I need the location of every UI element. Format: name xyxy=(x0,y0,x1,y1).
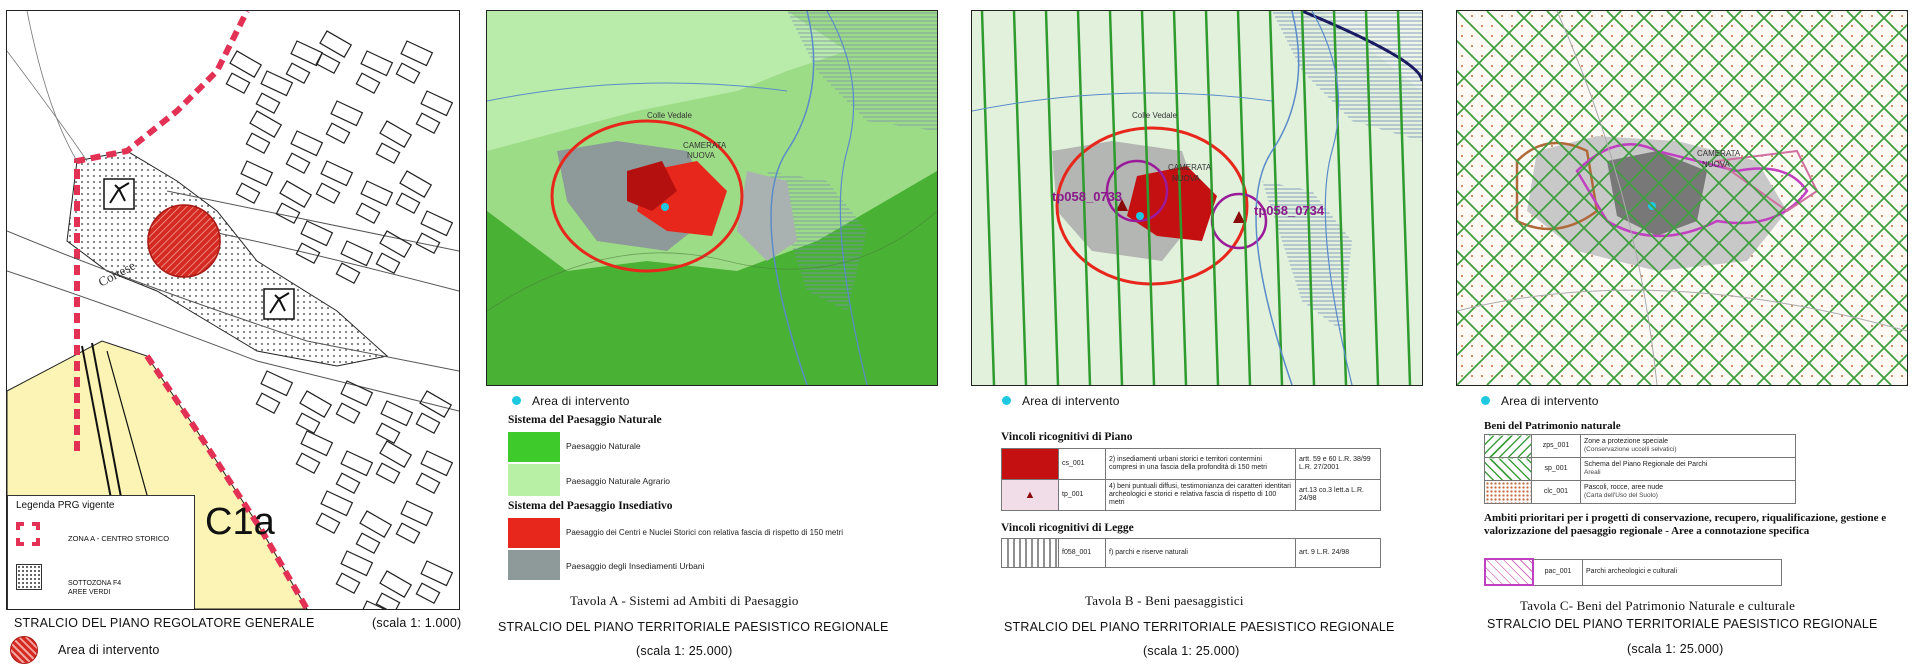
tavola-b-map-frame xyxy=(971,10,1423,386)
tavola-a-map-frame xyxy=(486,10,938,386)
desc-clc001: Pascoli, rocce, aree nude xyxy=(1584,483,1663,491)
map-label-camerata-c: CAMERATA xyxy=(1697,149,1741,158)
tavola-a-area-label: Area di intervento xyxy=(532,394,630,408)
map-label-camerata: CAMERATA xyxy=(683,141,727,150)
map-label-nuova-c: NUOVA xyxy=(1702,160,1730,169)
map-label-cortese: Cortese xyxy=(95,257,138,290)
desc-f058001: f) parchi e riserve naturali xyxy=(1106,539,1296,568)
table-row xyxy=(1485,481,1796,504)
sub-clc001: (Carta dell'Uso del Suolo) xyxy=(1584,492,1658,499)
sottozona-f4-label: SOTTOZONA F4 xyxy=(68,580,122,587)
swatch-paesaggio-agrario xyxy=(508,464,560,496)
table-row xyxy=(1485,435,1796,458)
vincoli-piano-title: Vincoli ricognitivi di Piano xyxy=(1001,431,1133,443)
ref-tp001: art.13 co.3 lett.a L.R. 24/98 xyxy=(1296,480,1381,511)
code-f058001: f058_001 xyxy=(1059,539,1106,568)
label-insediamenti-urbani: Paesaggio degli Insediamenti Urbani xyxy=(566,561,705,571)
swatch-cs001 xyxy=(1002,449,1059,480)
tavola-b-caption: STRALCIO DEL PIANO TERRITORIALE PAESISTICO REGIONALE xyxy=(1004,620,1395,634)
desc-pac001: Parchi archeologici e culturali xyxy=(1583,559,1782,585)
table-row xyxy=(1485,559,1782,585)
code-sp001: sp_001 xyxy=(1532,458,1581,481)
prg-caption-scale: (scala 1: 1.000) xyxy=(372,616,462,630)
swatch-tp001: ▲ xyxy=(1002,480,1059,511)
prg-caption-title: STRALCIO DEL PIANO REGOLATORE GENERALE xyxy=(14,616,315,630)
map-label-nuova-b: NUOVA xyxy=(1172,174,1200,183)
map-label-tp058-0734: tp058_0734 xyxy=(1254,203,1325,218)
table-row xyxy=(1002,480,1381,511)
prg-area-legend-label: Area di intervento xyxy=(58,643,160,657)
table-row xyxy=(1485,458,1796,481)
swatch-zps001 xyxy=(1485,435,1532,458)
swatch-clc001 xyxy=(1485,481,1532,504)
table-row xyxy=(1002,539,1381,568)
zone-label-c1a: C1a xyxy=(205,501,275,543)
zona-a-swatch xyxy=(16,522,40,546)
swatch-pac001 xyxy=(1485,559,1533,585)
code-zps001: zps_001 xyxy=(1532,435,1581,458)
swatch-insediamenti-urbani xyxy=(508,550,560,580)
code-clc001: clc_001 xyxy=(1532,481,1581,504)
label-centri-storici: Paesaggio dei Centri e Nuclei Storici con relativa fascia di rispetto di 150 metri xyxy=(566,528,844,537)
tavola-b-area-dot xyxy=(1002,396,1011,405)
map-label-tp058-0733: tp058_0733 xyxy=(1052,189,1123,204)
vincoli-piano-table xyxy=(1001,448,1381,511)
desc-tp001: 4) beni puntuali diffusi, testimonianza dei caratteri identitari archeologici e storici e relativa fascia di rispetto di 100 metri xyxy=(1106,480,1296,511)
tavola-c-scale: (scala 1: 25.000) xyxy=(1627,642,1724,656)
map-label-nuova: NUOVA xyxy=(687,151,715,160)
tavola-a-caption: STRALCIO DEL PIANO TERRITORIALE PAESISTICO REGIONALE xyxy=(498,620,889,634)
map-label-camerata-b: CAMERATA xyxy=(1168,163,1212,172)
code-pac001: pac_001 xyxy=(1533,559,1583,585)
ambiti-table xyxy=(1484,558,1782,586)
tavola-c-caption: STRALCIO DEL PIANO TERRITORIALE PAESISTICO REGIONALE xyxy=(1487,617,1878,631)
swatch-sp001 xyxy=(1485,458,1532,481)
label-paesaggio-naturale: Paesaggio Naturale xyxy=(566,441,641,451)
ambiti-prioritari-title: Ambiti prioritari per i progetti di conservazione, recupero, riqualificazione, gestione e valorizzazione del paesaggio regionale - Aree a connotazione specifica xyxy=(1484,512,1887,537)
tavola-a-area-dot xyxy=(512,396,521,405)
tavola-a-scale: (scala 1: 25.000) xyxy=(636,644,733,658)
label-paesaggio-agrario: Paesaggio Naturale Agrario xyxy=(566,476,670,486)
tavola-b-map xyxy=(972,11,1422,385)
tavola-c-title: Tavola C- Beni del Patrimonio Naturale e culturale xyxy=(1520,598,1796,613)
ref-f058001: art. 9 L.R. 24/98 xyxy=(1296,539,1381,568)
swatch-centri-storici xyxy=(508,518,560,548)
code-cs001: cs_001 xyxy=(1059,449,1106,480)
zona-a-label: ZONA A - CENTRO STORICO xyxy=(68,534,170,543)
sub-zps001: (Conservazione uccelli selvatici) xyxy=(1584,446,1677,453)
tavola-a-title: Tavola A - Sistemi ad Ambiti di Paesaggio xyxy=(570,593,799,608)
tavola-a-map xyxy=(487,11,937,385)
sottozona-f4-swatch xyxy=(16,564,42,590)
sistema-naturale-title: Sistema del Paesaggio Naturale xyxy=(508,414,662,426)
prg-map-frame xyxy=(6,10,460,610)
intervention-area-circle xyxy=(148,205,220,277)
beni-patrimonio-title: Beni del Patrimonio naturale xyxy=(1484,420,1621,432)
prg-legend xyxy=(7,495,195,610)
desc-cs001: 2) insediamenti urbani storici e territori contermini compresi in una fascia della profondità di 150 metri xyxy=(1106,449,1296,480)
prg-legend-title: Legenda PRG vigente xyxy=(16,500,115,511)
tavola-c-area-dot xyxy=(1481,396,1490,405)
sottozona-f4-sublabel: AREE VERDI xyxy=(68,589,111,596)
tavola-c-map-frame xyxy=(1456,10,1908,386)
tavola-b-area-label: Area di intervento xyxy=(1022,394,1120,408)
tavola-c-area-label: Area di intervento xyxy=(1501,394,1599,408)
vincoli-legge-title: Vincoli ricognitivi di Legge xyxy=(1001,522,1134,534)
swatch-f058001 xyxy=(1002,539,1059,568)
sub-sp001: Areali xyxy=(1584,469,1601,476)
tavola-b-title: Tavola B - Beni paesaggistici xyxy=(1085,593,1244,608)
sistema-insediativo-title: Sistema del Paesaggio Insediativo xyxy=(508,500,673,512)
vincoli-legge-table xyxy=(1001,538,1381,568)
ref-cs001: artt. 59 e 60 L.R. 38/99 L.R. 27/2001 xyxy=(1296,449,1381,480)
prg-area-legend-icon xyxy=(10,636,38,664)
swatch-paesaggio-naturale xyxy=(508,432,560,462)
beni-patrimonio-table xyxy=(1484,434,1796,504)
code-tp001: tp_001 xyxy=(1059,480,1106,511)
map-label-colle-vedale-b: Colle Vedale xyxy=(1132,111,1177,120)
tavola-c-map xyxy=(1457,11,1907,385)
desc-zps001: Zone a protezione speciale xyxy=(1584,437,1669,445)
tavola-b-scale: (scala 1: 25.000) xyxy=(1143,644,1240,658)
table-row xyxy=(1002,449,1381,480)
desc-sp001: Schema del Piano Regionale dei Parchi xyxy=(1584,460,1708,468)
map-label-colle-vedale: Colle Vedale xyxy=(647,111,692,120)
